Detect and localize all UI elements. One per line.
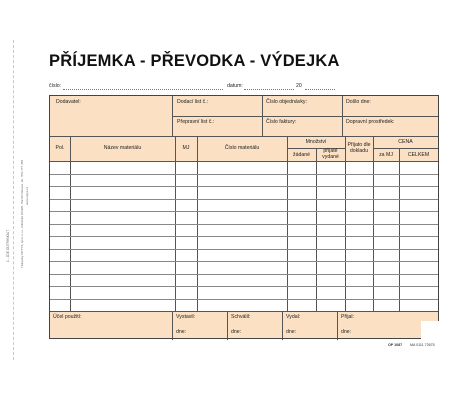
dopravni-prostredek-label: Dopravní prostředek:	[346, 119, 395, 125]
column-header-bottom	[50, 161, 438, 162]
footer-divider-4	[337, 311, 338, 340]
edge-web-text: www.optys.cz	[25, 186, 29, 205]
col-mj: MJ	[182, 145, 190, 151]
table-row	[50, 274, 438, 275]
datum-label: datum:	[227, 83, 243, 89]
vydal-dne-label: dne:	[286, 329, 297, 335]
header-col-divider-1	[172, 96, 173, 136]
footer-divider-3	[282, 311, 283, 340]
cislo-line[interactable]	[63, 89, 223, 90]
page-title: PŘÍJEMKA - PŘEVODKA - VÝDEJKA	[49, 52, 340, 70]
prepravni-list-label: Přepravní list č.:	[177, 119, 215, 125]
vydal-label: Vydal:	[286, 314, 301, 320]
prijal-label: Přijal:	[341, 314, 354, 320]
cislo-faktury-label: Číslo faktury:	[266, 119, 297, 125]
edge-publisher-text: Tiskopisy OPTYS, spol. s r.o., Dělnická 1019/8, 702 00 Ostrava, tel.: 553 777 355	[20, 159, 24, 268]
header-col-divider-2	[262, 96, 263, 136]
dodaci-list-label: Dodací list č.:	[177, 99, 209, 105]
col-pol: Pol.	[55, 145, 65, 151]
table-row	[50, 261, 438, 262]
footer-divider-2	[227, 311, 228, 340]
datum-line[interactable]	[244, 89, 294, 90]
col-cena: CENA	[398, 139, 413, 145]
header-col-divider-3	[342, 96, 343, 136]
cislo-label: číslo:	[49, 83, 62, 89]
cislo-objednavky-label: Číslo objednávky:	[266, 99, 307, 105]
prijal-dne-label: dne:	[341, 329, 352, 335]
doslo-dne-label: Došlo dne:	[346, 99, 371, 105]
cut-corner	[421, 321, 439, 339]
col-prijato-dle-dokladu: Přijato dle dokladu	[347, 142, 371, 154]
perforation-line	[13, 40, 14, 360]
col-prijate-vydane: přijaté vydané	[322, 148, 339, 160]
schvalil-dne-label: dne:	[231, 329, 242, 335]
dodavatel-label: Dodavatel:	[56, 99, 81, 105]
schvalil-label: Schválil:	[231, 314, 251, 320]
product-code-small: MA 0111 72675	[410, 343, 435, 347]
col-mnozstvi: Množství	[305, 139, 327, 145]
form-table	[49, 95, 439, 339]
table-row	[50, 224, 438, 225]
footer-top-border	[50, 311, 438, 312]
col-za-mj: za MJ	[379, 152, 393, 158]
edge-tear-text: 1 - ZDE ODTRHNOUT	[6, 229, 10, 262]
table-row	[50, 186, 438, 187]
table-row	[50, 299, 438, 300]
table-row	[50, 211, 438, 212]
header-divider	[172, 116, 438, 117]
table-row	[50, 174, 438, 175]
year-prefix: 20	[296, 83, 302, 89]
ucel-pouziti-label: Účel použití:	[53, 314, 82, 320]
product-code: OP 1087	[388, 343, 403, 347]
year-line[interactable]	[305, 89, 335, 90]
vystavil-dne-label: dne:	[176, 329, 187, 335]
col-cislo-materialu: Číslo materiálu	[224, 145, 260, 151]
header-bottom-border	[50, 136, 438, 137]
footer-divider-1	[172, 311, 173, 340]
table-row	[50, 199, 438, 200]
col-celkem: CELKEM	[407, 152, 430, 158]
col-nazev: Název materiálu	[103, 145, 142, 151]
vystavil-label: Vystavil:	[176, 314, 196, 320]
table-row	[50, 286, 438, 287]
table-row	[50, 249, 438, 250]
col-zadane: žádané	[292, 152, 311, 158]
cena-subdivider	[373, 148, 438, 149]
table-row	[50, 236, 438, 237]
